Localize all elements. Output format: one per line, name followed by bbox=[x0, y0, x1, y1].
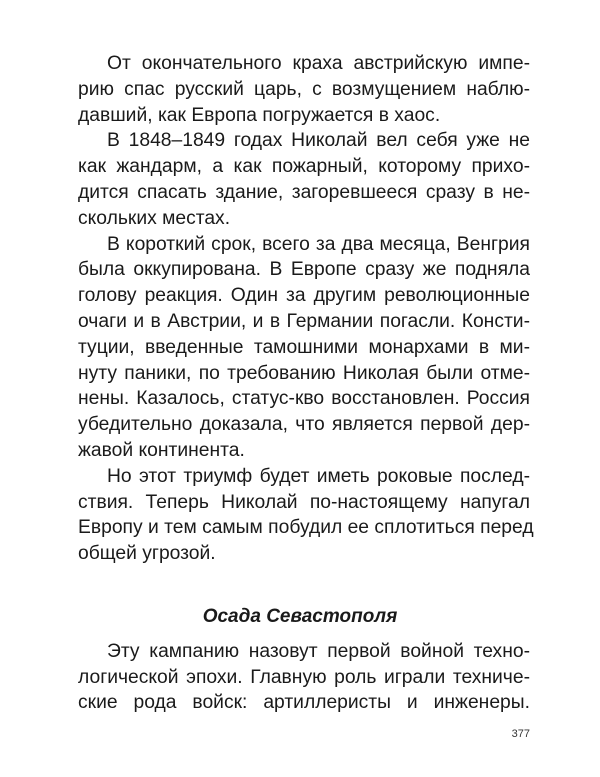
text-line: голову реакция. Один за другим революционные bbox=[78, 285, 530, 307]
text-line: общей угрозой. bbox=[78, 543, 216, 565]
text-line: дится спасать здание, загоревшееся сразу в не- bbox=[78, 182, 530, 203]
text-line: скольких местах. bbox=[78, 207, 231, 229]
text-line: Европу и тем самым побудил ее сплотиться перед bbox=[78, 517, 534, 539]
text-line: нуту паники, по требованию Николая были отме- bbox=[78, 362, 530, 384]
text-line: рию спас русский царь, с возмущением наблю- bbox=[78, 78, 530, 100]
text-line: Эту кампанию назовут первой войной техно- bbox=[107, 641, 530, 662]
text-line: нены. Казалось, статус-кво восстановлен. Россия bbox=[78, 388, 530, 410]
text-line: Но этот триумф будет иметь роковые послед- bbox=[107, 465, 530, 487]
text-line: В короткий срок, всего за два месяца, Венгрия bbox=[107, 233, 530, 255]
text-line: была оккупирована. В Европе сразу же подняла bbox=[78, 259, 530, 281]
text-line: очаги и в Австрии, и в Германии погасли. Консти- bbox=[78, 311, 530, 332]
text-line: ские рода войск: артиллеристы и инженеры. bbox=[78, 692, 530, 714]
text-line: В 1848–1849 годах Николай вел себя уже не bbox=[107, 130, 530, 152]
text-line: как жандарм, а как пожарный, которому прихо- bbox=[78, 156, 530, 178]
text-line: туции, введенные тамошними монархами в ми- bbox=[78, 336, 530, 358]
section-heading: Осада Севастополя bbox=[202, 606, 398, 627]
text-line: давший, как Европа погружается в хаос. bbox=[78, 104, 441, 126]
text-line: логической эпохи. Главную роль играли техниче- bbox=[78, 666, 530, 688]
text-line: ствия. Теперь Николай по-настоящему напугал bbox=[78, 491, 530, 513]
page-number: 377 bbox=[511, 728, 530, 740]
text-line: От окончательного краха австрийскую импе- bbox=[107, 53, 530, 74]
text-line: убедительно доказала, что является первой дер- bbox=[78, 414, 530, 436]
text-line: жавой континента. bbox=[78, 440, 245, 461]
